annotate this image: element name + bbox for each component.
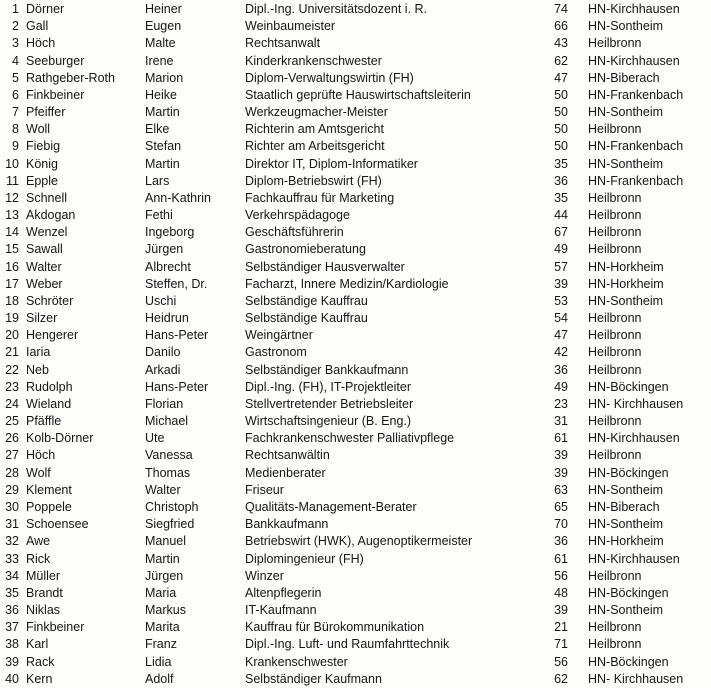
age: 39 (554, 276, 568, 291)
city: HN-Sontheim (588, 293, 664, 308)
city: Heilbronn (588, 362, 642, 377)
table-row (0, 636, 711, 653)
row-number: 39 (5, 654, 19, 669)
age: 47 (554, 70, 568, 85)
row-number: 19 (5, 311, 19, 326)
first-name: Jürgen (145, 242, 184, 257)
table-row (0, 121, 711, 138)
profession: Diplom-Verwaltungswirtin (FH) (245, 70, 414, 85)
last-name: Schnell (26, 190, 67, 205)
first-name: Florian (145, 396, 184, 411)
row-number: 27 (5, 448, 19, 463)
city: HN-Böckingen (588, 465, 669, 480)
last-name: Awe (26, 534, 51, 549)
profession: Richterin am Amtsgericht (245, 122, 384, 137)
profession: Richter am Arbeitsgericht (245, 139, 385, 154)
first-name: Walter (145, 482, 181, 497)
profession: Selbständige Kauffrau (245, 311, 368, 326)
city: HN-Kirchhausen (588, 53, 680, 68)
table-row (0, 671, 711, 688)
age: 74 (554, 2, 568, 16)
table-row (0, 396, 711, 413)
city: HN-Kirchhausen (588, 431, 680, 446)
table-row (0, 241, 711, 258)
table-row (0, 499, 711, 516)
profession: Gastronom (245, 345, 307, 360)
age: 50 (554, 87, 568, 102)
table-row (0, 465, 711, 482)
profession: Weingärtner (245, 328, 313, 343)
row-number: 3 (12, 36, 19, 51)
first-name: Heidrun (145, 311, 189, 326)
city: HN- Kirchhausen (588, 396, 684, 411)
age: 39 (554, 603, 568, 618)
city: HN-Böckingen (588, 585, 669, 600)
row-number: 25 (5, 414, 19, 429)
table-row (0, 190, 711, 207)
last-name: Schröter (26, 293, 74, 308)
last-name: Dörner (26, 2, 65, 16)
city: HN-Böckingen (588, 379, 669, 394)
first-name: Fethi (145, 208, 173, 223)
last-name: Klement (26, 482, 72, 497)
profession: Selbständiger Hausverwalter (245, 259, 405, 274)
last-name: Rudolph (26, 379, 73, 394)
table-row (0, 551, 711, 568)
profession: Facharzt, Innere Medizin/Kardiologie (245, 276, 449, 291)
city: HN-Sontheim (588, 517, 664, 532)
first-name: Maria (145, 585, 177, 600)
table-row (0, 35, 711, 52)
profession: Geschäftsführerin (245, 225, 344, 240)
row-number: 12 (5, 190, 19, 205)
age: 65 (554, 499, 568, 514)
age: 62 (554, 53, 568, 68)
last-name: Niklas (26, 603, 61, 618)
last-name: Karl (26, 637, 49, 652)
row-number: 22 (5, 362, 19, 377)
city: HN-Frankenbach (588, 87, 684, 102)
first-name: Malte (145, 36, 176, 51)
first-name: Uschi (145, 293, 177, 308)
table-row (0, 362, 711, 379)
table-row (0, 104, 711, 121)
first-name: Franz (145, 637, 177, 652)
age: 23 (554, 396, 568, 411)
first-name: Hans-Peter (145, 379, 209, 394)
table-row (0, 87, 711, 104)
city: HN-Kirchhausen (588, 551, 680, 566)
profession: Rechtsanwältin (245, 448, 330, 463)
row-number: 9 (12, 139, 19, 154)
age: 47 (554, 328, 568, 343)
age: 50 (554, 122, 568, 137)
row-number: 7 (12, 105, 19, 120)
persons-table (0, 1, 711, 688)
age: 44 (554, 208, 568, 223)
city: HN-Sontheim (588, 156, 664, 171)
first-name: Elke (145, 122, 170, 137)
profession: Gastronomieberatung (245, 242, 366, 257)
age: 61 (554, 551, 568, 566)
age: 35 (554, 190, 568, 205)
table-row (0, 447, 711, 464)
last-name: Rack (26, 654, 55, 669)
row-number: 18 (5, 293, 19, 308)
row-number: 5 (12, 70, 19, 85)
city: HN-Horkheim (588, 259, 664, 274)
city: Heilbronn (588, 242, 642, 257)
age: 36 (554, 173, 568, 188)
table-row (0, 276, 711, 293)
city: Heilbronn (588, 568, 642, 583)
last-name: Kern (26, 671, 53, 686)
age: 57 (554, 259, 568, 274)
row-number: 34 (5, 568, 19, 583)
last-name: Wieland (26, 396, 72, 411)
table-row (0, 344, 711, 361)
city: Heilbronn (588, 122, 642, 137)
last-name: Weber (26, 276, 63, 291)
table-row (0, 207, 711, 224)
row-number: 20 (5, 328, 19, 343)
first-name: Marion (145, 70, 184, 85)
first-name: Markus (145, 603, 186, 618)
profession: Dipl.-Ing. Universitätsdozent i. R. (245, 2, 428, 16)
last-name: Epple (26, 173, 58, 188)
profession: Rechtsanwalt (245, 36, 321, 51)
city: Heilbronn (588, 620, 642, 635)
city: HN-Sontheim (588, 105, 664, 120)
profession: Medienberater (245, 465, 326, 480)
profession: Verkehrspädagoge (245, 208, 350, 223)
age: 50 (554, 139, 568, 154)
age: 42 (554, 345, 568, 360)
age: 62 (554, 671, 568, 686)
last-name: Woll (26, 122, 51, 137)
row-number: 31 (5, 517, 19, 532)
first-name: Martin (145, 156, 180, 171)
last-name: Walter (26, 259, 62, 274)
age: 67 (554, 225, 568, 240)
city: HN-Biberach (588, 70, 660, 85)
last-name: Sawall (26, 242, 63, 257)
last-name: Schoensee (26, 517, 89, 532)
row-number: 36 (5, 603, 19, 618)
first-name: Danilo (145, 345, 181, 360)
age: 66 (554, 19, 568, 34)
city: HN-Sontheim (588, 19, 664, 34)
city: HN-Böckingen (588, 654, 669, 669)
last-name: Höch (26, 448, 56, 463)
age: 49 (554, 379, 568, 394)
city: Heilbronn (588, 414, 642, 429)
age: 49 (554, 242, 568, 257)
table-row (0, 430, 711, 447)
first-name: Ute (145, 431, 165, 446)
first-name: Albrecht (145, 259, 191, 274)
row-number: 1 (12, 2, 19, 16)
first-name: Stefan (145, 139, 182, 154)
table-row (0, 156, 711, 173)
profession: Diplom-Betriebswirt (FH) (245, 173, 382, 188)
age: 56 (554, 654, 568, 669)
city: HN-Sontheim (588, 603, 664, 618)
table-row (0, 654, 711, 671)
city: Heilbronn (588, 345, 642, 360)
first-name: Hans-Peter (145, 328, 209, 343)
row-number: 40 (5, 671, 19, 686)
last-name: Wolf (26, 465, 51, 480)
profession: Qualitäts-Management-Berater (245, 499, 417, 514)
profession: Direktor IT, Diplom-Informatiker (245, 156, 418, 171)
profession: Kinderkrankenschwester (245, 53, 382, 68)
first-name: Marita (145, 620, 180, 635)
age: 70 (554, 517, 568, 532)
row-number: 24 (5, 396, 19, 411)
table-row (0, 585, 711, 602)
first-name: Christoph (145, 499, 199, 514)
row-number: 17 (5, 276, 19, 291)
table-row (0, 568, 711, 585)
last-name: Finkbeiner (26, 87, 85, 102)
row-number: 14 (5, 225, 19, 240)
profession: Selbständige Kauffrau (245, 293, 368, 308)
profession: IT-Kaufmann (245, 603, 317, 618)
row-number: 16 (5, 259, 19, 274)
age: 61 (554, 431, 568, 446)
profession: Krankenschwester (245, 654, 348, 669)
last-name: Brandt (26, 585, 63, 600)
age: 56 (554, 568, 568, 583)
last-name: Höch (26, 36, 56, 51)
row-number: 28 (5, 465, 19, 480)
profession: Diplomingenieur (FH) (245, 551, 364, 566)
table-row (0, 173, 711, 190)
profession: Fachkrankenschwester Palliativpflege (245, 431, 455, 446)
table-row (0, 413, 711, 430)
age: 36 (554, 534, 568, 549)
last-name: Neb (26, 362, 49, 377)
table-row (0, 1, 711, 18)
first-name: Michael (145, 414, 189, 429)
row-number: 29 (5, 482, 19, 497)
row-number: 33 (5, 551, 19, 566)
table-row (0, 224, 711, 241)
last-name: König (26, 156, 58, 171)
city: HN-Kirchhausen (588, 2, 680, 16)
last-name: Wenzel (26, 225, 68, 240)
city: Heilbronn (588, 311, 642, 326)
age: 39 (554, 448, 568, 463)
last-name: Rick (26, 551, 51, 566)
profession: Betriebswirt (HWK), Augenoptikermeister (245, 534, 473, 549)
profession: Altenpflegerin (245, 585, 322, 600)
profession: Friseur (245, 482, 284, 497)
row-number: 38 (5, 637, 19, 652)
row-number: 8 (12, 122, 19, 137)
age: 39 (554, 465, 568, 480)
profession: Staatlich geprüfte Hauswirtschaftsleiterin (245, 87, 471, 102)
last-name: Müller (26, 568, 61, 583)
row-number: 10 (5, 156, 19, 171)
table-row (0, 327, 711, 344)
row-number: 30 (5, 499, 19, 514)
first-name: Arkadi (145, 362, 181, 377)
first-name: Eugen (145, 19, 182, 34)
last-name: Gall (26, 19, 49, 34)
city: Heilbronn (588, 36, 642, 51)
age: 36 (554, 362, 568, 377)
last-name: Pfäffle (26, 414, 62, 429)
table-row (0, 310, 711, 327)
table-row (0, 53, 711, 70)
table-row (0, 293, 711, 310)
age: 54 (554, 311, 568, 326)
table-row (0, 602, 711, 619)
first-name: Adolf (145, 671, 174, 686)
profession: Stellvertretender Betriebsleiter (245, 396, 414, 411)
row-number: 32 (5, 534, 19, 549)
last-name: Iaria (26, 345, 51, 360)
first-name: Martin (145, 551, 180, 566)
profession: Werkzeugmacher-Meister (245, 105, 388, 120)
profession: Selbständiger Kaufmann (245, 671, 382, 686)
age: 63 (554, 482, 568, 497)
first-name: Thomas (145, 465, 191, 480)
table-row (0, 516, 711, 533)
first-name: Heiner (145, 2, 182, 16)
row-number: 15 (5, 242, 19, 257)
last-name: Fiebig (26, 139, 61, 154)
row-number: 6 (12, 87, 19, 102)
age: 43 (554, 36, 568, 51)
age: 48 (554, 585, 568, 600)
city: Heilbronn (588, 225, 642, 240)
first-name: Vanessa (145, 448, 193, 463)
row-number: 35 (5, 585, 19, 600)
row-number: 37 (5, 620, 19, 635)
table-row (0, 619, 711, 636)
row-number: 26 (5, 431, 19, 446)
row-number: 2 (12, 19, 19, 34)
last-name: Seeburger (26, 53, 85, 68)
profession: Weinbaumeister (245, 19, 336, 34)
profession: Kauffrau für Bürokommunikation (245, 620, 425, 635)
last-name: Finkbeiner (26, 620, 85, 635)
city: Heilbronn (588, 208, 642, 223)
first-name: Ingeborg (145, 225, 195, 240)
city: HN-Horkheim (588, 534, 664, 549)
first-name: Manuel (145, 534, 186, 549)
last-name: Hengerer (26, 328, 79, 343)
row-number: 21 (5, 345, 19, 360)
row-number: 4 (12, 53, 19, 68)
first-name: Ann-Kathrin (145, 190, 212, 205)
first-name: Lars (145, 173, 170, 188)
table-row (0, 379, 711, 396)
last-name: Kolb-Dörner (26, 431, 94, 446)
city: Heilbronn (588, 328, 642, 343)
last-name: Poppele (26, 499, 72, 514)
row-number: 23 (5, 379, 19, 394)
profession: Bankkaufmann (245, 517, 329, 532)
city: HN-Biberach (588, 499, 660, 514)
age: 21 (554, 620, 568, 635)
first-name: Heike (145, 87, 177, 102)
city: HN-Sontheim (588, 482, 664, 497)
row-number: 13 (5, 208, 19, 223)
table-row (0, 70, 711, 87)
row-number: 11 (6, 173, 19, 188)
age: 31 (554, 414, 568, 429)
table-row (0, 482, 711, 499)
last-name: Rathgeber-Roth (26, 70, 115, 85)
profession: Selbständiger Bankkaufmann (245, 362, 409, 377)
city: HN-Horkheim (588, 276, 664, 291)
first-name: Jürgen (145, 568, 184, 583)
city: Heilbronn (588, 448, 642, 463)
age: 71 (554, 637, 568, 652)
age: 53 (554, 293, 568, 308)
profession: Dipl.-Ing. (FH), IT-Projektleiter (245, 379, 412, 394)
first-name: Irene (145, 53, 174, 68)
profession: Dipl.-Ing. Luft- und Raumfahrttechnik (245, 637, 450, 652)
profession: Fachkauffrau für Marketing (245, 190, 395, 205)
first-name: Lidia (145, 654, 172, 669)
age: 50 (554, 105, 568, 120)
last-name: Akdogan (26, 208, 76, 223)
first-name: Siegfried (145, 517, 195, 532)
profession: Winzer (245, 568, 284, 583)
first-name: Martin (145, 105, 180, 120)
last-name: Pfeiffer (26, 105, 66, 120)
profession: Wirtschaftsingenieur (B. Eng.) (245, 414, 412, 429)
city: Heilbronn (588, 637, 642, 652)
table-row (0, 533, 711, 550)
city: HN-Frankenbach (588, 139, 684, 154)
table-row (0, 138, 711, 155)
table-row (0, 18, 711, 35)
city: HN- Kirchhausen (588, 671, 684, 686)
city: Heilbronn (588, 190, 642, 205)
age: 35 (554, 156, 568, 171)
first-name: Steffen, Dr. (145, 276, 208, 291)
table-row (0, 259, 711, 276)
last-name: Silzer (26, 311, 58, 326)
city: HN-Frankenbach (588, 173, 684, 188)
